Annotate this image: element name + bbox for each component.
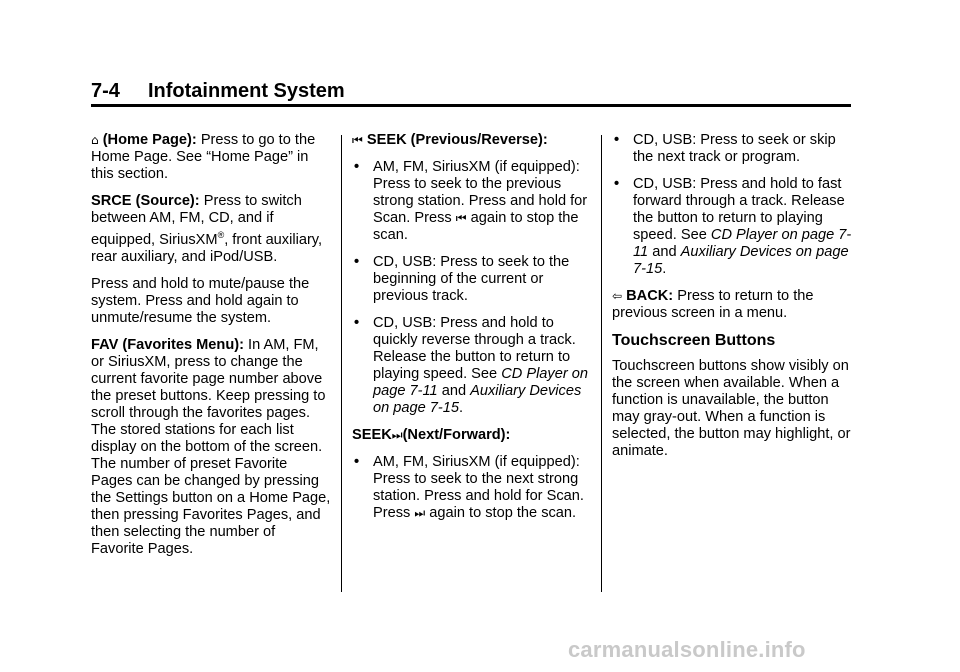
home-label: (Home Page):	[102, 132, 197, 148]
column-1	[91, 132, 331, 568]
touchscreen-paragraph: Touchscreen buttons show visibly on the screen when available. When a function is unavailable, the button may gray-out. When a function is selected, the button may highlight, or animate.	[612, 358, 851, 459]
auxiliary-devices-link[interactable]: Auxiliary Devices on page 7-15	[633, 244, 849, 277]
list-item: • CD, USB: Press to seek to the beginning of the current or previous track.	[354, 254, 570, 304]
seek-next-icon: ⏭	[414, 506, 426, 520]
back-label: BACK:	[626, 288, 674, 304]
header-rule	[91, 104, 851, 107]
mute-paragraph: Press and hold to mute/pause the system. Press and hold again to unmute/resume the system.	[91, 275, 310, 326]
seek-next-heading: SEEK⏭(Next/Forward):	[352, 427, 511, 443]
column-3	[612, 132, 854, 470]
page-number: 7-4	[91, 80, 120, 102]
seek-prev-heading	[352, 132, 590, 149]
section-heading: Touchscreen Buttons	[612, 332, 776, 349]
seek-previous-icon: ⏮	[455, 211, 467, 225]
seek-next-icon: ⏭	[391, 428, 403, 442]
bullet-icon: •	[614, 132, 620, 148]
list-item: • CD, USB: Press to seek or skip the next track or program.	[614, 132, 836, 165]
page-header	[91, 80, 851, 106]
srce-text: Press to switch between AM, FM, CD, and if equipped, SiriusXM	[91, 193, 302, 248]
list-item: • AM, FM, SiriusXM (if equipped): Press to seek to the next strong station. Press and hold for Scan. Press ⏭ again to stop the scan.	[354, 454, 584, 521]
fav-label: FAV (Favorites Menu):	[91, 336, 244, 353]
bullet-icon: •	[354, 454, 360, 470]
home-paragraph	[91, 132, 331, 183]
page-title: Infotainment System	[148, 80, 345, 102]
back-icon: ⇦	[612, 289, 623, 303]
cd-player-link[interactable]: CD Player on page 7-11	[373, 366, 588, 399]
srce-text-end: , front auxiliary, rear auxiliary, and iPod/USB.	[91, 231, 323, 265]
bullet-icon: •	[354, 315, 360, 331]
seek-previous-icon: ⏮	[352, 133, 363, 147]
fav-text: In AM, FM, or SiriusXM, press to change the current favorite page number above the preset buttons. Keep pressing to scroll through the favorites pages. The stored stations for each list display on the bottom of the screen. The number of preset Favorite Pages can be changed by pressing the Settings button on a Home Page, then pressing Favorites Pages, and then selecting the number of Favorite Pages.	[91, 336, 331, 557]
bullet-icon: •	[614, 176, 620, 192]
column-divider-2	[601, 135, 602, 592]
bullet-icon: •	[354, 254, 360, 270]
auxiliary-devices-link[interactable]: Auxiliary Devices on page 7-15	[373, 383, 582, 416]
list-item: • CD, USB: Press and hold to quickly reverse through a track. Release the button to return to playing speed. See CD Player on page 7-11 and Auxiliary Devices on page 7-15.	[354, 315, 588, 416]
home-text: Press to go to the Home Page. See “Home Page” in this section.	[91, 132, 316, 182]
seek-prev-label: SEEK (Previous/Reverse):	[366, 132, 548, 148]
column-divider-1	[341, 135, 342, 592]
column-2	[352, 132, 590, 532]
srce-label: SRCE (Source):	[91, 193, 200, 209]
bullet-icon: •	[354, 159, 360, 175]
back-text: Press to return to the previous screen in a menu.	[612, 288, 814, 321]
list-item: • AM, FM, SiriusXM (if equipped): Press to seek to the previous strong station. Press and hold for Scan. Press ⏮ again to stop the scan.	[354, 159, 588, 243]
back-paragraph	[612, 288, 854, 322]
watermark: carmanualsonline.info	[568, 637, 806, 662]
srce-paragraph	[91, 193, 331, 266]
list-item: • CD, USB: Press and hold to fast forward through a track. Release the button to return to playing speed. See CD Player on page 7-11 and Auxiliary Devices on page 7-15.	[614, 176, 852, 277]
registered-mark: ®	[217, 230, 225, 240]
cd-player-link[interactable]: CD Player on page 7-11	[633, 227, 852, 260]
home-icon: ⌂	[91, 133, 99, 147]
fav-paragraph	[91, 337, 331, 558]
